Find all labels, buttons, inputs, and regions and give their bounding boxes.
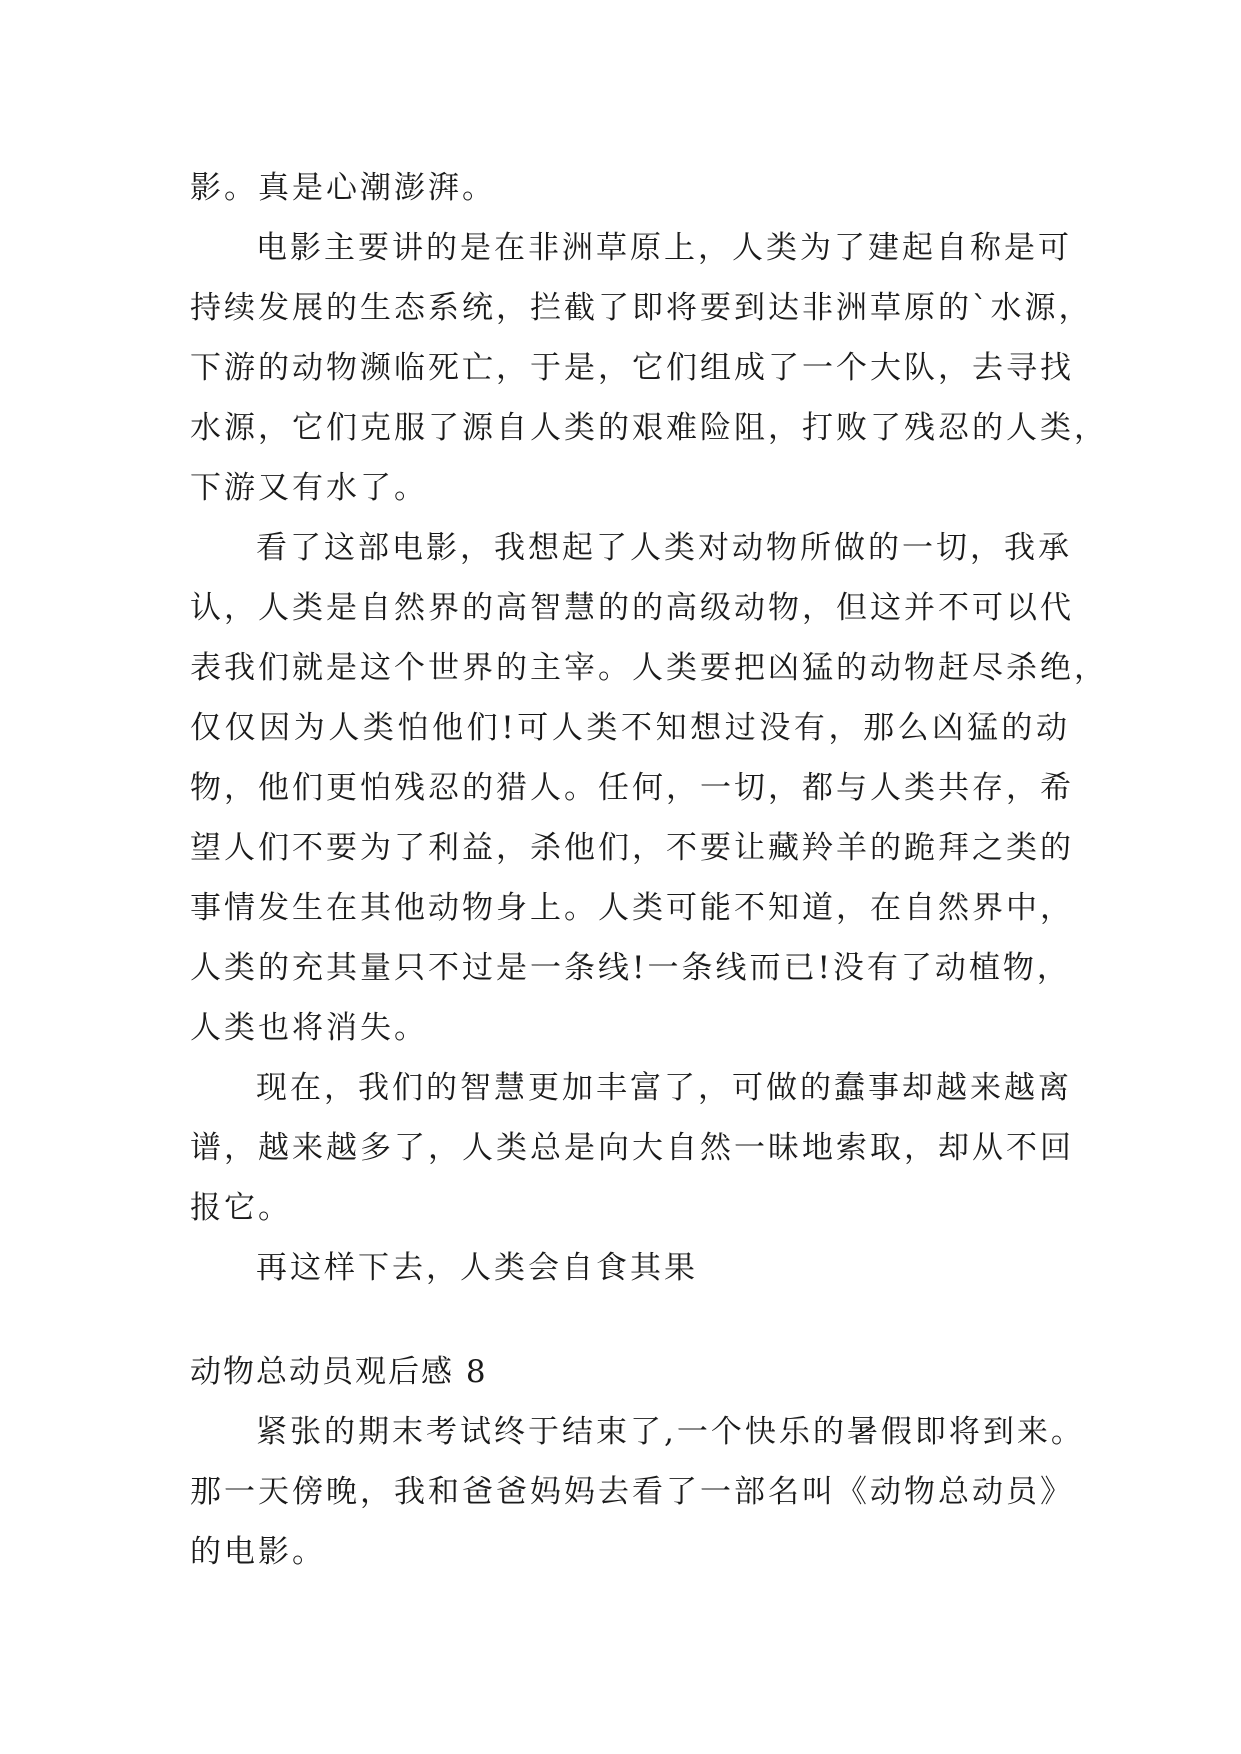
section-gap [190,1298,1070,1342]
paragraph-line: 表我们就是这个世界的主宰。人类要把凶猛的动物赶尽杀绝， [190,650,1108,686]
paragraph-line: 人类的充其量只不过是一条线!一条线而已!没有了动植物， [190,950,1071,986]
paragraph-line: 紧张的期末考试终于结束了,一个快乐的暑假即将到来。 [256,1414,1085,1450]
paragraph-line: 影。真是心潮澎湃。 [190,170,496,206]
paragraph-line: 的电影。 [190,1534,326,1570]
document-page [190,158,1108,1582]
paragraph-line: 仅仅因为人类怕他们!可人类不知想过没有，那么凶猛的动 [190,710,1070,746]
paragraph-line: 报它。 [190,1190,292,1226]
paragraph-line: 谱，越来越多了，人类总是向大自然一昧地索取，却从不回 [190,1130,1074,1166]
paragraph-line: 那一天傍晚，我和爸爸妈妈去看了一部名叫《动物总动员》 [190,1474,1074,1510]
paragraph-line: 电影主要讲的是在非洲草原上，人类为了建起自称是可 [256,230,1072,266]
paragraph-line: 现在，我们的智慧更加丰富了，可做的蠢事却越来越离 [256,1070,1072,1106]
paragraph-line: 事情发生在其他动物身上。人类可能不知道，在自然界中， [190,890,1074,926]
paragraph-line: 人类也将消失。 [190,1010,428,1046]
paragraph-line: 水源，它们克服了源自人类的艰难险阻，打败了残忍的人类， [190,410,1108,446]
paragraph-line: 下游的动物濒临死亡，于是，它们组成了一个大队，去寻找 [190,350,1074,386]
paragraph-line: 认，人类是自然界的高智慧的的高级动物，但这并不可以代 [190,590,1074,626]
paragraph-line: 再这样下去，人类会自食其果 [256,1250,698,1286]
paragraph-line: 望人们不要为了利益，杀他们，不要让藏羚羊的跪拜之类的 [190,830,1074,866]
paragraph-line: 持续发展的生态系统，拦截了即将要到达非洲草原的`水源， [190,290,1093,326]
section-heading: 动物总动员观后感 8 [190,1354,488,1390]
paragraph-line: 下游又有水了。 [190,470,428,506]
paragraph-line: 物，他们更怕残忍的猎人。任何，一切，都与人类共存，希 [190,770,1074,806]
paragraph-line: 看了这部电影，我想起了人类对动物所做的一切，我承 [256,530,1072,566]
